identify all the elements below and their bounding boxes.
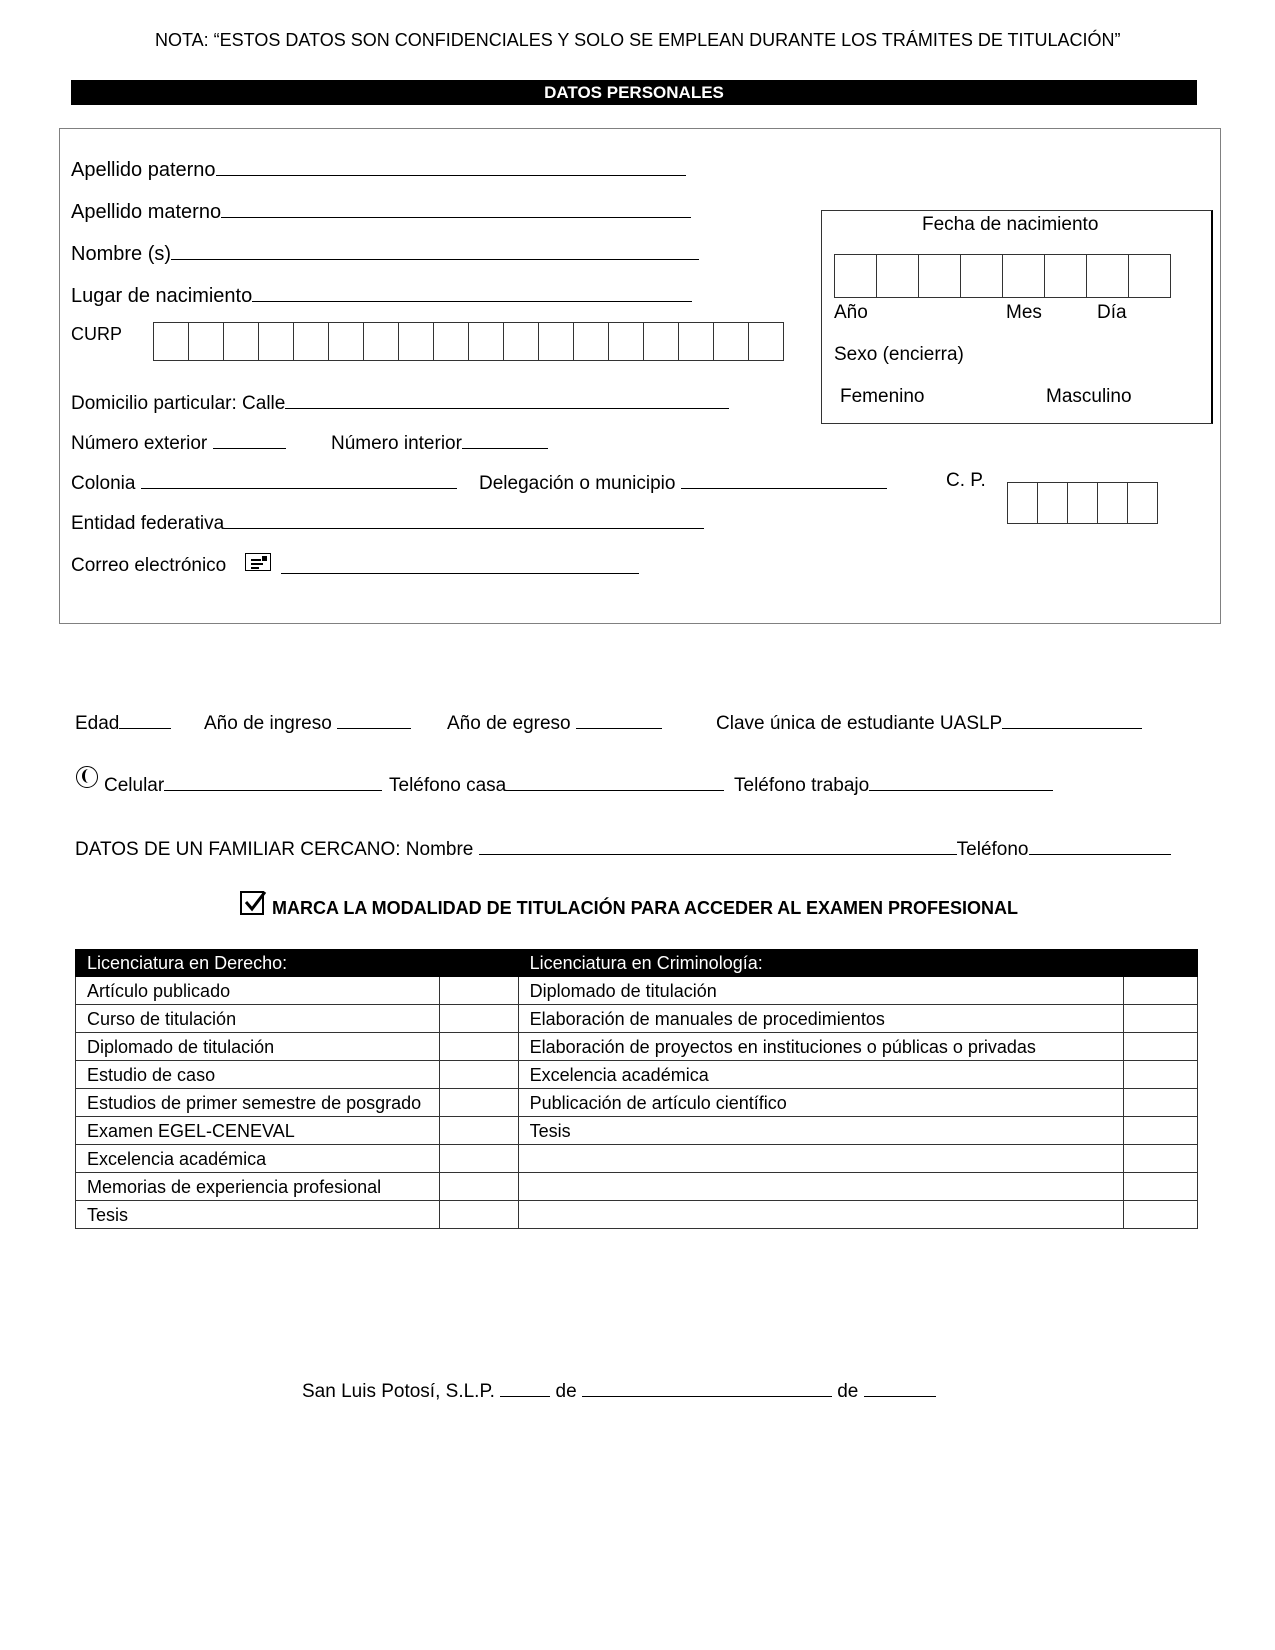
criminologia-option: Tesis xyxy=(518,1117,1123,1145)
derecho-checkbox[interactable] xyxy=(439,1117,518,1145)
edad-field[interactable] xyxy=(75,710,171,735)
clave-field[interactable] xyxy=(716,710,1142,735)
birthdate-box[interactable] xyxy=(835,255,877,297)
table-header-row xyxy=(76,950,1198,977)
correo-label: Correo electrónico xyxy=(71,555,227,576)
lugar-nacimiento-label: Lugar de nacimiento xyxy=(71,285,253,307)
birthdate-box[interactable] xyxy=(1045,255,1087,297)
curp-box[interactable] xyxy=(679,323,714,360)
criminologia-option: Publicación de artículo científico xyxy=(518,1089,1123,1117)
entidad-line[interactable] xyxy=(224,510,704,529)
criminologia-checkbox[interactable] xyxy=(1124,1117,1198,1145)
de-label: de xyxy=(837,1381,859,1402)
curp-box[interactable] xyxy=(224,323,259,360)
table-row xyxy=(76,1201,1198,1229)
criminologia-checkbox[interactable] xyxy=(1124,1145,1198,1173)
derecho-option: Excelencia académica xyxy=(76,1145,440,1173)
derecho-option: Tesis xyxy=(76,1201,440,1229)
birthdate-box[interactable] xyxy=(877,255,919,297)
derecho-checkbox[interactable] xyxy=(439,1061,518,1089)
derecho-checkbox[interactable] xyxy=(439,1201,518,1229)
mes-line[interactable] xyxy=(582,1378,832,1397)
fecha-nacimiento-title: Fecha de nacimiento xyxy=(922,214,1099,235)
telefono-trabajo-label: Teléfono trabajo xyxy=(734,775,870,796)
clave-line[interactable] xyxy=(1002,710,1142,729)
derecho-checkbox[interactable] xyxy=(439,1005,518,1033)
numero-exterior-label: Número exterior xyxy=(71,433,208,454)
ciudad-label: San Luis Potosí, S.L.P. xyxy=(302,1381,495,1402)
entidad-label: Entidad federativa xyxy=(71,513,225,534)
apellido-materno-field[interactable] xyxy=(71,199,691,224)
table-row xyxy=(76,1061,1198,1089)
telefono-casa-line[interactable] xyxy=(506,772,724,791)
curp-box[interactable] xyxy=(259,323,294,360)
derecho-option: Examen EGEL-CENEVAL xyxy=(76,1117,440,1145)
criminologia-option xyxy=(518,1201,1123,1229)
anio-egreso-field[interactable] xyxy=(447,710,662,735)
curp-box[interactable] xyxy=(469,323,504,360)
numero-exterior-field[interactable] xyxy=(71,430,286,455)
anio-egreso-label: Año de egreso xyxy=(447,713,571,734)
curp-box[interactable] xyxy=(434,323,469,360)
birthdate-boxes[interactable] xyxy=(834,254,1171,298)
delegacion-line[interactable] xyxy=(681,470,887,489)
derecho-option: Artículo publicado xyxy=(76,977,440,1005)
numero-interior-label: Número interior xyxy=(331,433,462,454)
familiar-field[interactable] xyxy=(75,836,1171,861)
birthdate-box[interactable] xyxy=(919,255,961,297)
correo-field[interactable] xyxy=(281,555,639,579)
cp-box[interactable] xyxy=(1098,483,1128,523)
criminologia-checkbox[interactable] xyxy=(1124,1061,1198,1089)
modalidad-title: MARCA LA MODALIDAD DE TITULACIÓN PARA ACCEDER AL EXAMEN PROFESIONAL xyxy=(272,898,1018,918)
delegacion-field[interactable] xyxy=(479,470,887,495)
familiar-telefono-label: Teléfono xyxy=(956,839,1029,860)
anio-egreso-line[interactable] xyxy=(576,710,662,729)
curp-box[interactable] xyxy=(714,323,749,360)
derecho-option: Estudios de primer semestre de posgrado xyxy=(76,1089,440,1117)
colonia-label: Colonia xyxy=(71,473,136,494)
apellido-paterno-line[interactable] xyxy=(216,157,686,176)
criminologia-option xyxy=(518,1173,1123,1201)
numero-exterior-line[interactable] xyxy=(213,430,286,449)
nombre-line[interactable] xyxy=(171,241,699,260)
curp-label: CURP xyxy=(71,324,123,344)
criminologia-option: Excelencia académica xyxy=(518,1061,1123,1089)
criminologia-option xyxy=(518,1145,1123,1173)
colonia-field[interactable] xyxy=(71,470,457,495)
apellido-materno-label: Apellido materno xyxy=(71,201,222,223)
section-header-datos-personales: DATOS PERSONALES xyxy=(71,80,1197,105)
dia-line[interactable] xyxy=(500,1378,550,1397)
confidentiality-note: NOTA: “ESTOS DATOS SON CONFIDENCIALES Y SOLO SE EMPLEAN DURANTE LOS TRÁMITES DE TITULACIÓN” xyxy=(155,30,1121,50)
numero-interior-field[interactable] xyxy=(331,430,548,455)
curp-box[interactable] xyxy=(749,323,784,360)
table-row xyxy=(76,1033,1198,1061)
nombre-label: Nombre (s) xyxy=(71,243,172,265)
curp-box[interactable] xyxy=(399,323,434,360)
cp-boxes[interactable] xyxy=(1007,482,1158,524)
curp-box[interactable] xyxy=(644,323,679,360)
cp-box[interactable] xyxy=(1068,483,1098,523)
telefono-casa-field[interactable] xyxy=(389,772,724,797)
familiar-telefono-line[interactable] xyxy=(1029,836,1171,855)
derecho-checkbox[interactable] xyxy=(439,1033,518,1061)
masculino-option[interactable]: Masculino xyxy=(1046,386,1132,407)
edad-line[interactable] xyxy=(119,710,171,729)
derecho-checkbox[interactable] xyxy=(439,1173,518,1201)
curp-box[interactable] xyxy=(329,323,364,360)
domicilio-field[interactable] xyxy=(71,390,729,415)
celular-field[interactable] xyxy=(104,772,382,797)
domicilio-label: Domicilio particular: Calle xyxy=(71,393,286,414)
table-row xyxy=(76,977,1198,1005)
cp-box[interactable] xyxy=(1128,483,1158,523)
table-row xyxy=(76,1145,1198,1173)
table-row xyxy=(76,1005,1198,1033)
edad-label: Edad xyxy=(75,713,120,734)
checkbox-checked-icon xyxy=(240,891,264,915)
curp-box[interactable] xyxy=(539,323,574,360)
curp-box[interactable] xyxy=(294,323,329,360)
criminologia-header: Licenciatura en Criminología: xyxy=(518,950,1197,977)
criminologia-checkbox[interactable] xyxy=(1124,1173,1198,1201)
derecho-option: Diplomado de titulación xyxy=(76,1033,440,1061)
table-row xyxy=(76,1117,1198,1145)
anio-ingreso-label: Año de ingreso xyxy=(204,713,332,734)
criminologia-option: Elaboración de proyectos en instituciones o públicas o privadas xyxy=(518,1033,1123,1061)
derecho-option: Memorias de experiencia profesional xyxy=(76,1173,440,1201)
birthdate-box[interactable] xyxy=(961,255,1003,297)
curp-box[interactable] xyxy=(154,323,189,360)
apellido-paterno-label: Apellido paterno xyxy=(71,159,216,181)
telefono-trabajo-line[interactable] xyxy=(869,772,1053,791)
delegacion-label: Delegación o municipio xyxy=(479,473,676,494)
femenino-option[interactable]: Femenino xyxy=(840,386,925,407)
criminologia-checkbox[interactable] xyxy=(1124,1089,1198,1117)
cp-label: C. P. xyxy=(946,470,986,491)
birthdate-box[interactable] xyxy=(1129,255,1171,297)
derecho-option: Curso de titulación xyxy=(76,1005,440,1033)
familiar-label: DATOS DE UN FAMILIAR CERCANO: Nombre xyxy=(75,839,474,860)
derecho-checkbox[interactable] xyxy=(439,1145,518,1173)
correo-line[interactable] xyxy=(281,555,639,574)
celular-label: Celular xyxy=(104,775,165,796)
domicilio-line[interactable] xyxy=(285,390,729,409)
criminologia-checkbox[interactable] xyxy=(1124,1033,1198,1061)
familiar-nombre-line[interactable] xyxy=(479,836,957,855)
apellido-paterno-field[interactable] xyxy=(71,157,686,182)
curp-box[interactable] xyxy=(574,323,609,360)
birthdate-box[interactable] xyxy=(1087,255,1129,297)
anio-ingreso-line[interactable] xyxy=(337,710,411,729)
lugar-nacimiento-line[interactable] xyxy=(252,283,692,302)
colonia-line[interactable] xyxy=(141,470,457,489)
apellido-materno-line[interactable] xyxy=(221,199,691,218)
derecho-option: Estudio de caso xyxy=(76,1061,440,1089)
criminologia-option: Diplomado de titulación xyxy=(518,977,1123,1005)
derecho-checkbox[interactable] xyxy=(439,977,518,1005)
curp-box[interactable] xyxy=(364,323,399,360)
celular-line[interactable] xyxy=(164,772,382,791)
phone-icon xyxy=(76,766,98,788)
sexo-label: Sexo (encierra) xyxy=(834,344,964,365)
clave-label: Clave única de estudiante UASLP xyxy=(716,713,1003,734)
derecho-header: Licenciatura en Derecho: xyxy=(76,950,519,977)
cp-box[interactable] xyxy=(1038,483,1068,523)
modalidad-table xyxy=(75,949,1198,1229)
envelope-icon xyxy=(245,553,271,571)
curp-box[interactable] xyxy=(189,323,224,360)
criminologia-option: Elaboración de manuales de procedimientos xyxy=(518,1005,1123,1033)
mes-label: Mes xyxy=(1006,302,1042,323)
telefono-casa-label: Teléfono casa xyxy=(389,775,507,796)
curp-boxes[interactable] xyxy=(153,322,784,361)
criminologia-checkbox[interactable] xyxy=(1124,977,1198,1005)
de-label: de xyxy=(555,1381,577,1402)
lugar-nacimiento-field[interactable] xyxy=(71,283,692,308)
nombre-field[interactable] xyxy=(71,241,699,266)
birthdate-box[interactable] xyxy=(1003,255,1045,297)
table-row xyxy=(76,1089,1198,1117)
curp-box[interactable] xyxy=(504,323,539,360)
cp-box[interactable] xyxy=(1008,483,1038,523)
dia-label: Día xyxy=(1097,302,1127,323)
numero-interior-line[interactable] xyxy=(462,430,548,449)
curp-box[interactable] xyxy=(609,323,644,360)
derecho-checkbox[interactable] xyxy=(439,1089,518,1117)
telefono-trabajo-field[interactable] xyxy=(734,772,1053,797)
anio-line[interactable] xyxy=(864,1378,936,1397)
criminologia-checkbox[interactable] xyxy=(1124,1005,1198,1033)
criminologia-checkbox[interactable] xyxy=(1124,1201,1198,1229)
anio-label: Año xyxy=(834,302,868,323)
lugar-fecha-line[interactable] xyxy=(302,1378,936,1403)
anio-ingreso-field[interactable] xyxy=(204,710,411,735)
entidad-field[interactable] xyxy=(71,510,704,535)
table-row xyxy=(76,1173,1198,1201)
